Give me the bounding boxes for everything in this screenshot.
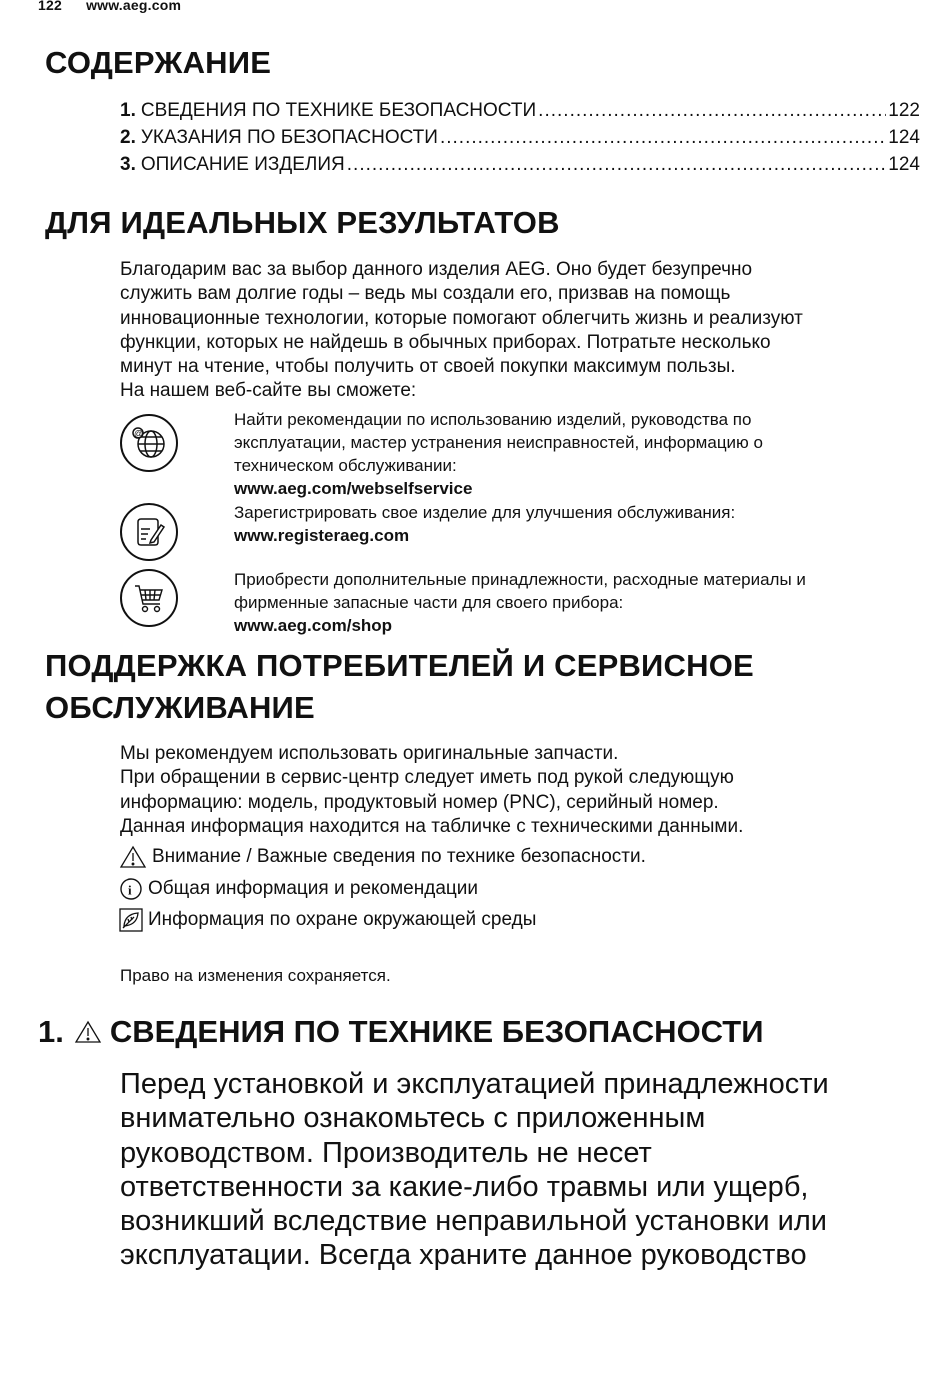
support-title-line: ПОДДЕРЖКА ПОТРЕБИТЕЛЕЙ И СЕРВИСНОЕ <box>45 648 754 683</box>
text-line: При обращении в сервис-центр следует иметь под рукой следующую <box>120 767 734 789</box>
warning-triangle-icon <box>119 845 147 869</box>
toc-item-number: 2. <box>120 127 136 148</box>
toc-leader-dots <box>440 124 886 151</box>
text-line: Приобрести дополнительные принадлежности, расходные материалы и <box>234 570 806 589</box>
section-1-title <box>38 1011 764 1053</box>
text-line: руководством. Производитель не несет <box>120 1136 652 1169</box>
toc-item-page: 122 <box>888 100 920 121</box>
section-title-text: СВЕДЕНИЯ ПО ТЕХНИКЕ БЕЗОПАСНОСТИ <box>109 1014 764 1049</box>
text-line: Мы рекомендуем использовать оригинальные запчасти. <box>120 743 619 764</box>
text-line: ответственности за какие-либо травмы или ущерб, <box>120 1170 809 1203</box>
legend-text: Внимание / Важные сведения по технике безопасности. <box>152 846 646 867</box>
toc-item-page: 124 <box>888 154 920 175</box>
text-line: Перед установкой и эксплуатацией принадлежности <box>120 1068 829 1100</box>
shopping-cart-icon <box>120 569 178 627</box>
text-line: Найти рекомендации по использованию изделий, руководства по <box>234 410 752 429</box>
web-item-text <box>234 568 914 637</box>
toc-item-label: ОПИСАНИЕ ИЗДЕЛИЯ <box>140 154 345 175</box>
section-1-intro <box>120 1067 920 1273</box>
shop-link[interactable]: www.aeg.com/shop <box>234 616 393 635</box>
legend-environment <box>119 908 536 932</box>
page-header <box>38 0 181 13</box>
svg-text:i: i <box>128 882 132 898</box>
rights-note: Право на изменения сохраняется. <box>120 966 391 985</box>
toc-leader-dots <box>538 97 886 124</box>
support-title <box>45 645 754 729</box>
text-line: функции, которых не найдешь в обычных приборах. Потратьте несколько <box>120 331 771 353</box>
text-line: служить вам долгие годы – ведь мы создали его, призвав на помощь <box>120 283 731 305</box>
toc-item[interactable] <box>120 124 920 151</box>
legend-warning <box>119 845 646 869</box>
text-line: На нашем веб-сайте вы сможете: <box>120 380 417 402</box>
legend-info <box>119 877 478 901</box>
legend-text: Информация по охране окружающей среды <box>148 909 537 930</box>
legend-text: Общая информация и рекомендации <box>148 878 478 899</box>
registeraeg-link[interactable]: www.registeraeg.com <box>234 526 410 545</box>
section-number: 1. <box>38 1014 64 1049</box>
contents-title: СОДЕРЖАНИЕ <box>45 45 272 80</box>
web-item-text <box>234 408 914 500</box>
text-line: возникший вследствие неправильной установки или <box>120 1205 828 1238</box>
toc-item[interactable] <box>120 97 920 124</box>
support-title-line: ОБСЛУЖИВАНИЕ <box>45 690 315 725</box>
perfect-results-intro <box>120 258 920 404</box>
warning-triangle-icon <box>74 1020 102 1044</box>
text-line: внимательно ознакомьтесь с приложенным <box>120 1102 706 1135</box>
web-item-register <box>120 503 920 561</box>
web-item-text <box>234 501 914 547</box>
support-text <box>120 742 920 839</box>
toc-item-number: 1. <box>120 100 136 121</box>
text-line: Благодарим вас за выбор данного изделия AEG. Оно будет безупречно <box>120 259 753 280</box>
text-line: минут на чтение, чтобы получить от своей покупки максимум пользы. <box>120 356 736 378</box>
website-link[interactable]: www.aeg.com <box>86 0 182 13</box>
web-item-shop <box>120 569 920 635</box>
table-of-contents <box>120 97 920 178</box>
text-line: эксплуатации. Всегда храните данное руководство <box>120 1239 807 1272</box>
toc-leader-dots <box>347 151 887 178</box>
globe-at-icon <box>120 414 178 472</box>
text-line: эксплуатации, мастер устранения неисправностей, информацию о <box>234 433 763 452</box>
text-line: Зарегистрировать свое изделие для улучшения обслуживания: <box>234 503 736 522</box>
info-circle-icon <box>119 877 143 901</box>
toc-item-label: СВЕДЕНИЯ ПО ТЕХНИКЕ БЕЗОПАСНОСТИ <box>140 100 537 121</box>
text-line: инновационные технологии, которые помогают облегчить жизнь и реализуют <box>120 307 803 329</box>
webselfservice-link[interactable]: www.aeg.com/webselfservice <box>234 479 473 498</box>
text-line: техническом обслуживании: <box>234 456 457 475</box>
toc-item[interactable] <box>120 151 920 178</box>
web-item-support <box>120 410 920 498</box>
text-line: фирменные запасные части для своего прибора: <box>234 593 624 612</box>
environment-leaf-icon <box>119 908 143 932</box>
text-line: информацию: модель, продуктовый номер (PNC), серийный номер. <box>120 791 719 813</box>
svg-text:@: @ <box>134 428 144 439</box>
toc-item-label: УКАЗАНИЯ ПО БЕЗОПАСНОСТИ <box>140 127 438 148</box>
page-number: 122 <box>38 0 62 13</box>
toc-item-number: 3. <box>120 154 136 175</box>
register-document-icon <box>120 503 178 561</box>
perfect-results-title: ДЛЯ ИДЕАЛЬНЫХ РЕЗУЛЬТАТОВ <box>45 205 560 240</box>
toc-item-page: 124 <box>888 127 920 148</box>
text-line: Данная информация находится на табличке с техническими данными. <box>120 815 744 837</box>
